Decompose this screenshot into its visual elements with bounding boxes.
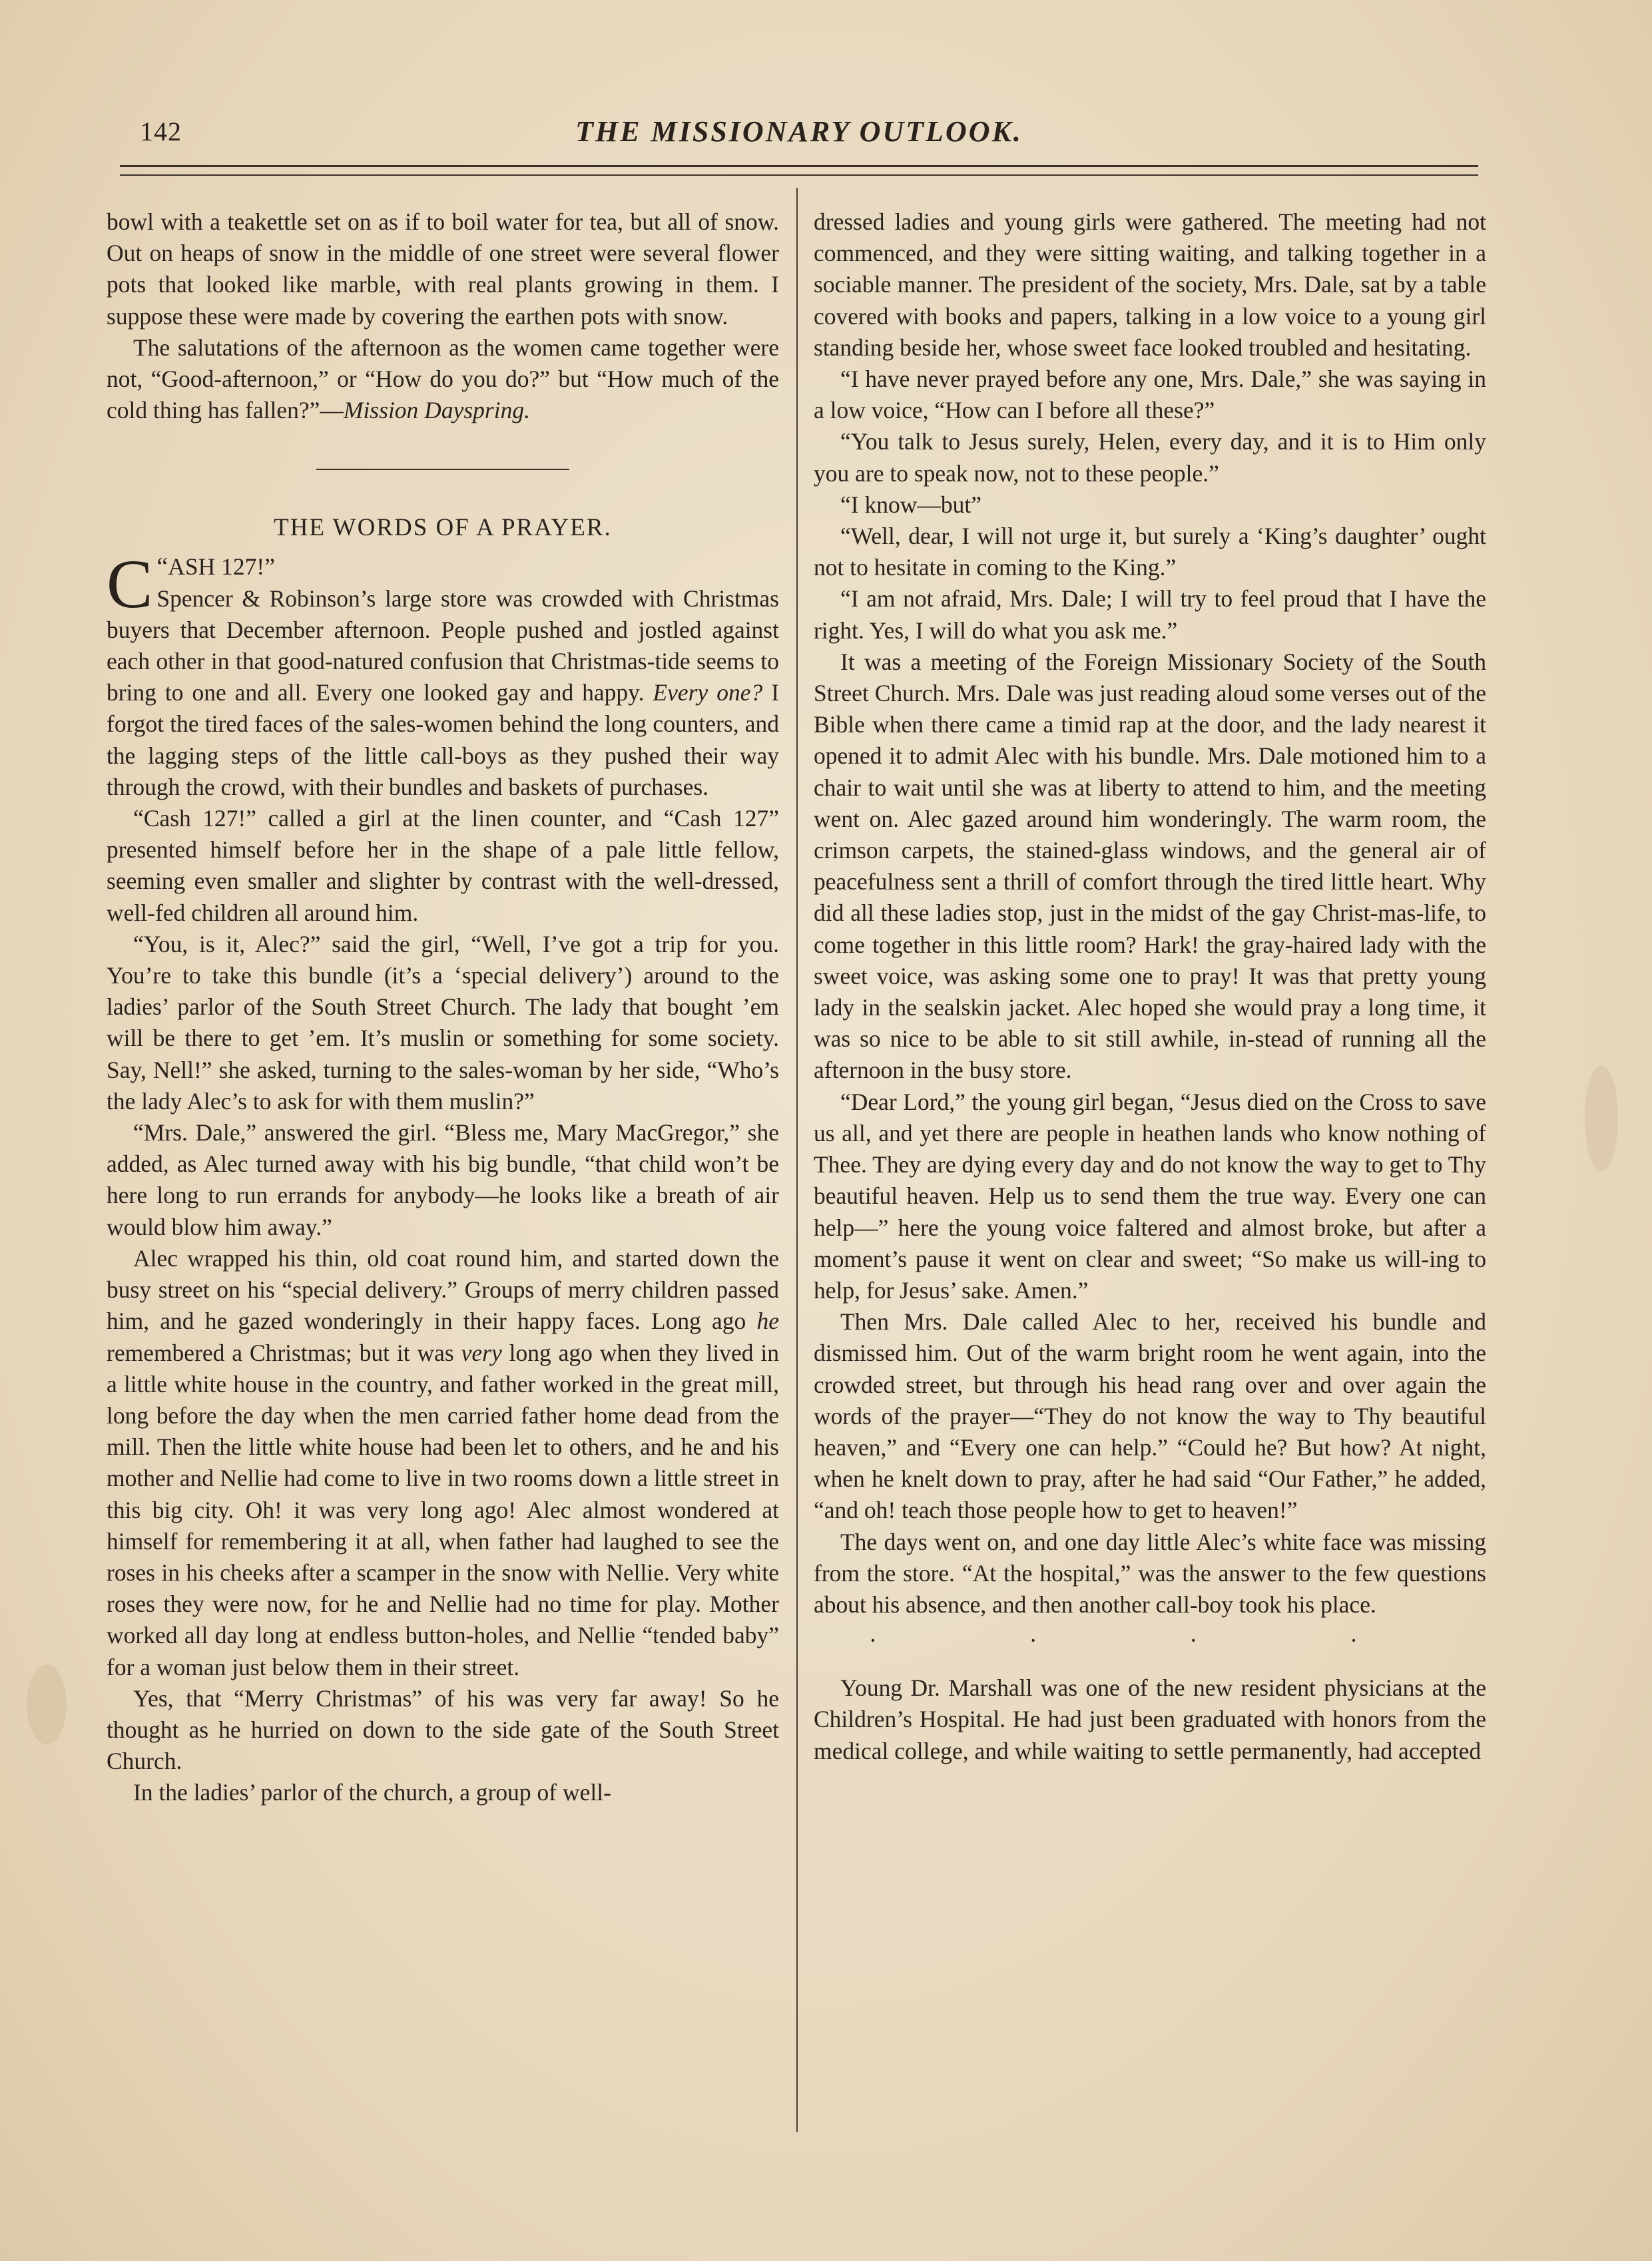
source-credit: Mission Dayspring. [343, 397, 530, 424]
left-column [107, 206, 779, 1809]
italic-text: he [756, 1308, 779, 1335]
paragraph: bowl with a teakettle set on as if to boil water for tea, but all of snow. Out on heaps of snow in the middle of one street were several flower pots that looked like marble, with real plants growing in them. I suppose these were made by covering the earthen pots with snow. [107, 208, 779, 330]
paragraph-text: Alec wrapped his thin, old coat round him, and started down the busy street on his “special delivery.” Groups of merry children passed him, and he gazed wonderingly in their happy faces. Long ago [107, 1244, 779, 1335]
header-rule-top [120, 165, 1478, 167]
paragraph: “Mrs. Dale,” answered the girl. “Bless me, Mary MacGregor,” she added, as Alec turned away with his big bundle, “that child won’t be here long to run errands for anybody—he looks like a breath of air would blow him away.” [107, 1119, 779, 1240]
paragraph-text: remembered a Christmas; but it was [107, 1339, 454, 1366]
paragraph: “Dear Lord,” the young girl began, “Jesus died on the Cross to save us all, and yet there are people in heathen lands who know nothing of Thee. They are dying every day and do not know the way to get to Thy beautiful heaven. Help us to send them the true way. Every one can help—” here the young voice faltered and almost broke, but after a moment’s pause it went on clear and sweet; “So make us will-ing to help, for Jesus’ sake. Amen.” [814, 1088, 1486, 1304]
column-divider [796, 188, 798, 2132]
section-break-dots: · · · · [869, 1627, 1431, 1654]
paragraph [107, 1243, 779, 1683]
paragraph-opening [107, 546, 780, 803]
paragraph: “I know—but” [840, 491, 981, 518]
paragraph: Yes, that “Merry Christmas” of his was very far away! So he thought as he hurried on down to the side gate of the South Street Church. [107, 1684, 779, 1775]
article-title: THE WORDS OF A PRAYER. [274, 514, 612, 542]
paragraph: Young Dr. Marshall was one of the new resident physicians at the Children’s Hospital. He had just been graduated with honors from the medical college, and while waiting to settle permanently, had accepted [814, 1674, 1486, 1764]
page-number: 142 [140, 117, 182, 146]
right-column [814, 206, 1486, 1767]
paragraph-text: Spencer & Robinson’s large store was crowded with Christmas buyers that December afternoon. People pushed and jostled against each other in that good-natured confusion that Christmas-tide seems to bring to one and all. Every one looked gay and happy. [107, 585, 779, 706]
opening-words: ASH 127!” [168, 553, 275, 581]
paragraph: “I have never prayed before any one, Mrs. Dale,” she was saying in a low voice, “How can I before all these?” [814, 366, 1486, 424]
page-header [120, 112, 1478, 158]
paragraph: “I am not afraid, Mrs. Dale; I will try to feel proud that I have the right. Yes, I will do what you ask me.” [814, 585, 1486, 644]
paragraph: “Cash 127!” called a girl at the linen counter, and “Cash 127” presented himself before her in the shape of a pale little fellow, seeming even smaller and slighter by contrast with the well-dressed, well-fed children all around him. [107, 805, 779, 926]
header-rule-bottom [120, 174, 1478, 176]
open-quote: “ [156, 553, 168, 581]
paper-stain [1585, 1065, 1618, 1172]
section-separator [316, 469, 569, 470]
paragraph-text: long ago when they lived in a little white house in the country, and father worked in the great mill, long before the day when the men carried father home dead from the mill. Then the little white house had been let to others, and he and his mother and Nellie had come to live in two rooms down a little street in this big city. Oh! it was very long ago! Alec almost wondered at himself for remembering it at all, when father had laughed to see the roses in his cheeks after a scamper in the snow with Nellie. Very white roses they were now, for he and Nellie had no time for play. Mother worked all day long at endless button-holes, and Nellie “tended baby” for a woman just below them in their street. [107, 1339, 779, 1680]
italic-text: very [461, 1339, 502, 1366]
paragraph: “You talk to Jesus surely, Helen, every day, and it is to Him only you are to speak now, not to these people.” [814, 428, 1486, 487]
paper-stain [27, 1664, 67, 1744]
paragraph: “Well, dear, I will not urge it, but surely a ‘King’s daughter’ ought not to hesitate in coming to the King.” [814, 523, 1486, 581]
paragraph-text: I forgot the tired faces of the sales-women behind the long counters, and the lagging steps of the little call-boys as they pushed their way through the crowd, with their bundles and baskets of purchases. [107, 679, 780, 800]
running-title: THE MISSIONARY OUTLOOK. [575, 115, 1023, 148]
paragraph: “You, is it, Alec?” said the girl, “Well, I’ve got a trip for you. You’re to take this bundle (it’s a ‘special delivery’) around to the ladies’ parlor of the South Street Church. The lady that bought ’em will be there to get ’em. It’s muslin or something for some society. Say, Nell!” she asked, turning to the sales-woman by her side, “Who’s the lady Alec’s to ask for with them muslin?” [107, 930, 779, 1115]
paragraph [107, 332, 779, 427]
paragraph: Then Mrs. Dale called Alec to her, received his bundle and dismissed him. Out of the warm bright room he went again, into the crowded street, but through his head rang over and over again the words of the prayer—“They do not know the way to Thy beautiful heaven,” and “Every one can help.” “Could he? But how? At night, when he knelt down to pray, after he had said “Our Father,” he added, “and oh! teach those people how to get to heaven!” [814, 1308, 1486, 1524]
paragraph: The days went on, and one day little Alec’s white face was missing from the store. “At the hospital,” was the answer to the few questions about his absence, and then another call-boy took his place. [814, 1528, 1486, 1618]
drop-cap: C [107, 546, 153, 623]
paragraph-text: The salutations of the afternoon as the women came together were not, “Good-afternoon,” or “How do you do?” but “How much of the cold thing has fallen?”— [107, 334, 779, 424]
paragraph: dressed ladies and young girls were gathered. The meeting had not commenced, and they were sitting waiting, and talking together in a sociable manner. The president of the society, Mrs. Dale, sat by a table covered with books and papers, talking in a low voice to a young girl standing beside her, whose sweet face looked troubled and hesitating. [814, 208, 1486, 361]
paragraph: It was a meeting of the Foreign Missionary Society of the South Street Church. Mrs. Dale was just reading aloud some verses out of the Bible when there came a timid rap at the door, and the lady nearest it opened it to admit Alec with his bundle. Mrs. Dale motioned him to a chair to wait until she was at liberty to attend to him, and the meeting went on. Alec gazed around him wonderingly. The warm room, the crimson carpets, the stained-glass windows, and the general air of peacefulness sent a thrill of comfort through the tired little heart. Why did all these ladies stop, just in the midst of the gay Christ-mas-life, to come together in this little room? Hark! the gray-haired lady with the sweet voice, was asking some one to pray! It was that pretty young lady in the sealskin jacket. Alec hoped she would pray a long time, it was so nice to be able to sit still awhile, in-stead of running all the afternoon in the busy store. [814, 648, 1486, 1084]
italic-text: Every one? [653, 679, 763, 706]
paragraph: In the ladies’ parlor of the church, a group of well- [133, 1779, 611, 1806]
